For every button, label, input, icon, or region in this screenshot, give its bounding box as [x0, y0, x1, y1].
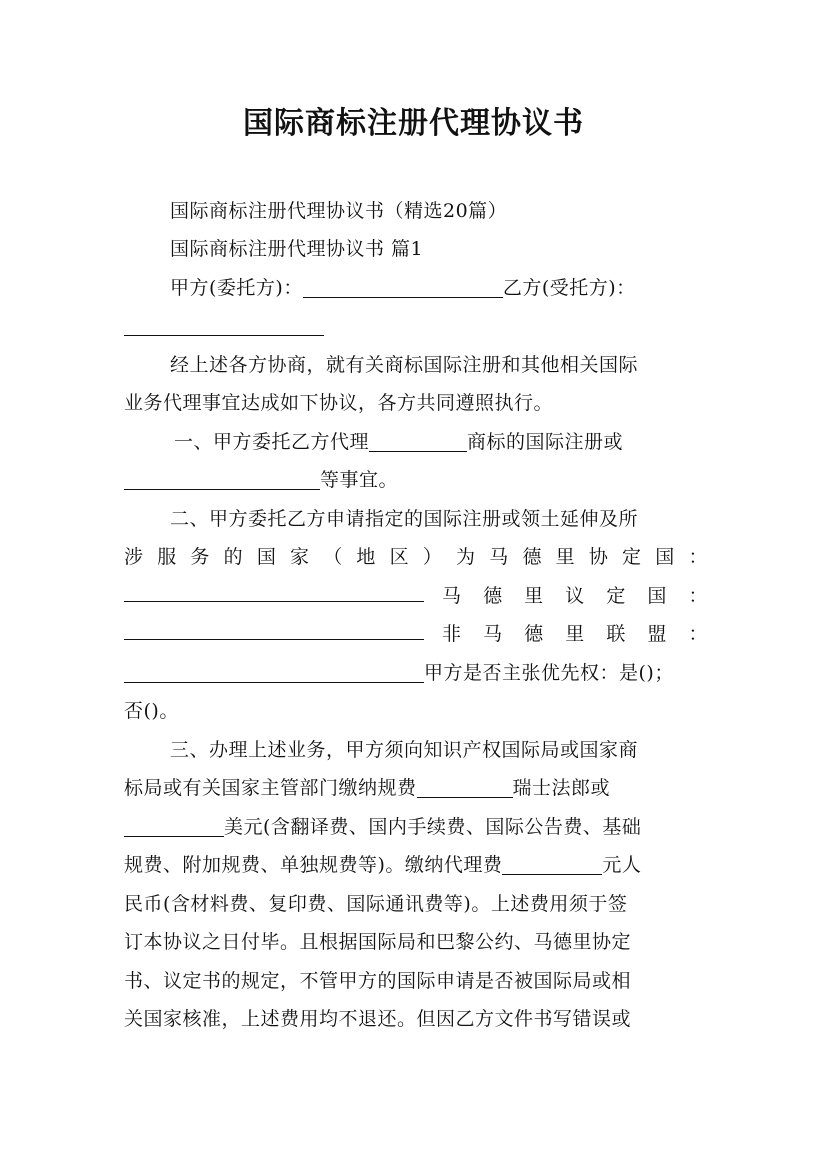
- clause-1-text: 一、甲方委托乙方代理: [174, 431, 370, 453]
- non-madrid-blank: [124, 658, 424, 683]
- spaced-char: 马: [442, 585, 462, 607]
- rmb-text: 元人: [602, 854, 642, 876]
- madrid-agreement-blank: [124, 577, 424, 602]
- non-madrid-label: [424, 615, 708, 653]
- spaced-char: 里: [565, 623, 585, 645]
- spaced-char: 国: [256, 546, 277, 568]
- clause-3-line-6: 订本协议之日付毕。且根据国际局和巴黎公约、马德里协定: [124, 931, 632, 953]
- spaced-char: 德: [522, 546, 542, 568]
- party-b-blank: [124, 311, 324, 336]
- clause-3-line-3: [124, 808, 708, 846]
- clause-1-text-cont: 商标的国际注册或: [467, 431, 624, 453]
- spaced-char: ：: [688, 585, 708, 607]
- chf-blank: [417, 773, 513, 798]
- spaced-char: 非: [442, 623, 462, 645]
- spaced-char: 盟: [647, 623, 667, 645]
- usd-blank: [124, 812, 224, 837]
- priority-line: [124, 654, 708, 692]
- non-madrid-line: [124, 615, 708, 653]
- agency-fee-blank: [502, 850, 602, 875]
- spaced-char: 里: [555, 546, 576, 568]
- spaced-char: ）: [422, 546, 443, 568]
- clause-1-line: [174, 423, 708, 461]
- clause-2-line-2: [124, 538, 708, 576]
- paragraph-intro-cont: 业务代理事宜达成如下协议，各方共同遵照执行。: [124, 392, 554, 414]
- spaced-char: （: [323, 546, 343, 568]
- priority-text: 甲方是否主张优先权：是()；: [424, 662, 674, 684]
- spaced-char: 区: [389, 546, 410, 568]
- matters-blank: [124, 465, 320, 490]
- trademark-blank: [369, 427, 467, 452]
- spaced-char: 国: [655, 546, 675, 568]
- agency-fee-text: 规费、附加规费、单独规费等)。缴纳代理费: [124, 854, 503, 876]
- spaced-char: ：: [688, 546, 708, 568]
- clause-1-line-2: [124, 461, 708, 499]
- parties-line: [170, 269, 708, 307]
- spaced-char: 国: [647, 585, 667, 607]
- madrid-protocol-line: [124, 577, 708, 615]
- clause-3-line-7: 书、议定书的规定，不管甲方的国际申请是否被国际局或相: [124, 970, 632, 992]
- spaced-char: 协: [588, 546, 609, 568]
- spaced-char: 定: [606, 585, 626, 607]
- madrid-protocol-label: [424, 577, 708, 615]
- chf-text: 瑞士法郎或: [512, 777, 611, 799]
- spaced-char: 定: [622, 546, 642, 568]
- clause-3-line-5: 民币(含材料费、复印费、国际通讯费等)。上述费用须于签: [124, 893, 628, 915]
- fees-text: 标局或有关国家主管部门缴纳规费: [124, 777, 417, 799]
- clause-1-end: 等事宜。: [320, 469, 399, 491]
- madrid-protocol-blank: [124, 615, 424, 640]
- spaced-char: 服: [157, 546, 177, 568]
- clause-3-line-2: [124, 769, 708, 807]
- party-b-label: 乙方(受托方)：: [502, 277, 636, 299]
- spaced-char: 马: [489, 546, 509, 568]
- spaced-char: 马: [483, 623, 503, 645]
- party-a-label: 甲方(委托方)：: [170, 277, 303, 299]
- spaced-char: 德: [524, 623, 544, 645]
- clause-3-line: 三、办理上述业务，甲方须向知识产权国际局或国家商: [170, 739, 639, 761]
- paragraph-intro: 经上述各方协商，就有关商标国际注册和其他相关国际: [170, 354, 639, 376]
- spaced-char: 的: [223, 546, 244, 568]
- spaced-char: 里: [524, 585, 544, 607]
- spaced-char: 地: [356, 546, 376, 568]
- spaced-char: ：: [688, 623, 708, 645]
- clause-3-line-4: [124, 846, 708, 884]
- spaced-char: 为: [456, 546, 476, 568]
- spaced-char: 议: [565, 585, 585, 607]
- spaced-char: 家: [290, 546, 310, 568]
- clause-3-line-8: 关国家核准，上述费用均不退还。但因乙方文件书写错误或: [124, 1008, 632, 1030]
- party-a-blank: [303, 273, 503, 298]
- spaced-char: 涉: [124, 546, 144, 568]
- clause-2-line: 二、甲方委托乙方申请指定的国际注册或领土延伸及所: [170, 508, 639, 530]
- party-b-line: [124, 307, 708, 345]
- spaced-char: 德: [483, 585, 503, 607]
- spaced-char: 联: [606, 623, 626, 645]
- priority-no-line: 否()。: [124, 700, 179, 722]
- spaced-char: 务: [190, 546, 210, 568]
- section-heading: 国际商标注册代理协议书 篇1: [170, 238, 424, 260]
- subtitle-line: 国际商标注册代理协议书（精选20篇）: [170, 200, 508, 222]
- usd-text: 美元(含翻译费、国内手续费、国际公告费、基础: [224, 816, 642, 838]
- document-title: 国际商标注册代理协议书: [243, 106, 584, 141]
